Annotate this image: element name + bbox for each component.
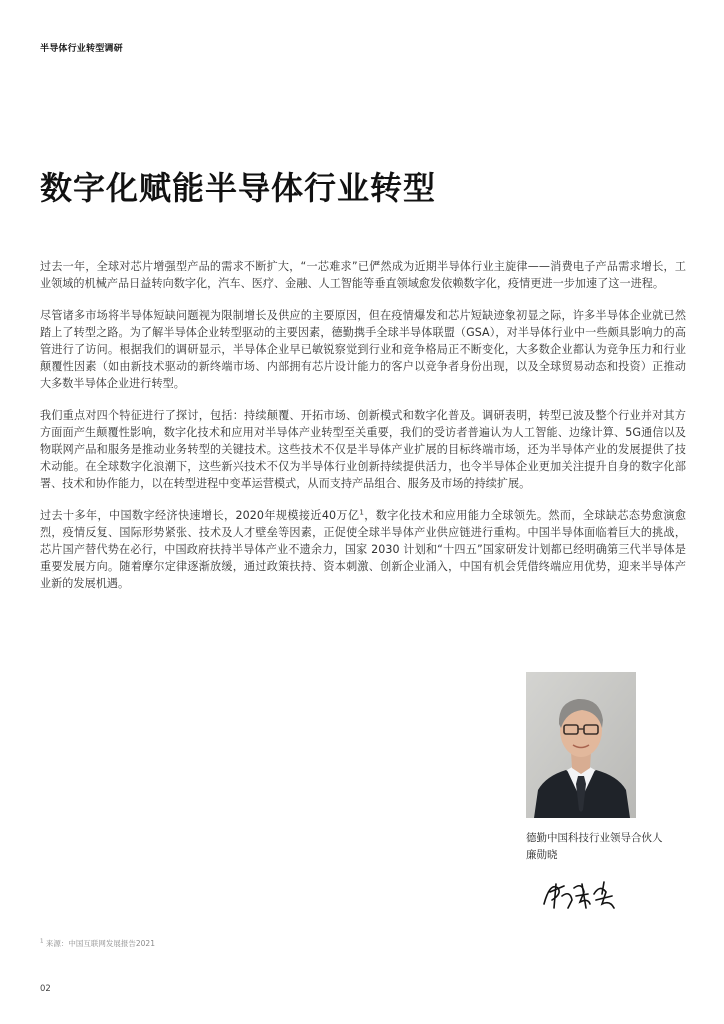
page-number: 02 xyxy=(40,984,51,994)
footnote-text: 来源：中国互联网发展报告2021 xyxy=(45,939,155,948)
page-title: 数字化赋能半导体行业转型 xyxy=(40,169,437,207)
footnote-reference: 1 xyxy=(359,508,364,517)
paragraph-3: 我们重点对四个特征进行了探讨，包括：持续颠覆、开拓市场、创新模式和数字化普及。调研表明，转型已波及整个行业并对其方方面面产生颠覆性影响，数字化技术和应用对半导体产业转型至关重要，我们的受访者普遍认为人工智能、边缘计算、5G通信以及物联网产品和服务是推动业务转型的关键技术。这些技术不仅是半导体产业扩展的目标终端市场，还为半导体产业的发展提供了技术动能。在全球数字化浪潮下，这些新兴技术不仅为半导体行业创新持续提供活力，也令半导体企业更加关注提升自身的数字化部署、技术和协作能力，以在转型进程中变革运营模式，从而支持产品组合、服务及市场的持续扩展。 xyxy=(40,409,686,490)
paragraph-2: 尽管诸多市场将半导体短缺问题视为限制增长及供应的主要原因，但在疫情爆发和芯片短缺迹象初显之际，许多半导体企业就已然踏上了转型之路。为了解半导体企业转型驱动的主要因素，德勤携手全球半导体联盟（GSA），对半导体行业中一些颇具影响力的高管进行了访问。根据我们的调研显示，半导体企业早已敏锐察觉到行业和竞争格局正不断变化，大多数企业都认为竞争压力和行业颠覆性因素（如由新技术驱动的新终端市场、内部拥有芯片设计能力的客户以竞争者身份出现，以及全球贸易动态和投资）正推动大多数半导体企业进行转型。 xyxy=(40,309,686,390)
paragraph-4-part-1: 过去十多年，中国数字经济快速增长，2020年规模接近40万亿 xyxy=(40,509,360,522)
paragraph-4-part-2: ，数字化技术和应用能力全球领先。然而，全球缺芯态势愈演愈烈，疫情反复、国际形势紧张、技术及人才壁垒等因素，正促使全球半导体产业供应链进行重构。中国半导体面临着巨大的挑战，芯片国产替代势在必行，中国政府扶持半导体产业不遗余力，国家 2030 计划和“十四五”国家研发计划都已经明确第三代半导体是重要发展方向。随着摩尔定律逐渐放缓，通过政策扶持、资本刺激、创新企业涌入，中国有机会凭借终端应用优势，迎来半导体产业新的发展机遇。 xyxy=(40,509,686,590)
paragraph-4 xyxy=(40,507,686,592)
footnote-number: 1 xyxy=(40,938,44,945)
body-text xyxy=(40,258,686,607)
photo-caption xyxy=(526,830,663,864)
document-header: 半导体行业转型调研 xyxy=(40,44,123,54)
person-name: 廉勋晓 xyxy=(526,849,558,861)
person-role: 德勤中国科技行业领导合伙人 xyxy=(526,832,663,844)
handwritten-signature xyxy=(540,874,620,914)
portrait-photo xyxy=(526,672,636,818)
paragraph-1: 过去一年，全球对芯片增强型产品的需求不断扩大，“一芯难求”已俨然成为近期半导体行业主旋律——消费电子产品需求增长，工业领域的机械产品日益转向数字化，汽车、医疗、金融、人工智能等垂直领域愈发依赖数字化，疫情更进一步加速了这一进程。 xyxy=(40,260,686,290)
footnote xyxy=(40,938,155,949)
